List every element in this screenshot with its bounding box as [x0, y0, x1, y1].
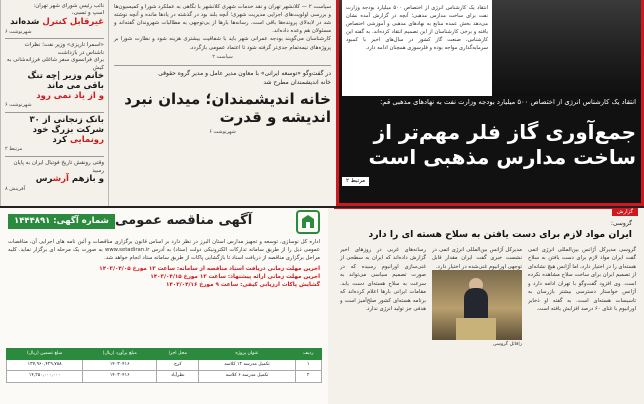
table-cell: ۱۴۰۳۰۴۱۶	[83, 360, 157, 371]
table-header-cell: ردیف	[295, 349, 321, 360]
interview-headline[interactable]: خانه اندیشمندان؛ میدان نبرد اندیشه و قدرت	[124, 89, 331, 127]
brief-1-headline-tail: شده‌اند	[10, 16, 40, 27]
table-row	[7, 360, 322, 371]
brief-2-page: شهرنوشت ۶	[5, 102, 32, 109]
brief-1-line: اسپ و تسبی،	[71, 10, 104, 17]
ad-deadline-2: اخرین مهلت زمانی ارائه پیشنهاد: ساعت ۱۳ مورخ ۱۴۰۳/۰۴/۱۵	[150, 274, 320, 280]
brief-2-headline: خانم وزیر |چه تنگ باقی می ماند	[27, 71, 104, 91]
news-kicker: گروسی:	[610, 220, 632, 227]
divider	[5, 38, 104, 39]
table-cell: تکمیل مدرسه ۶ کلاسه	[199, 371, 295, 382]
table-cell: ۱	[295, 360, 321, 371]
table-cell: ۱۴۰۳۰۴۱۶	[83, 371, 157, 382]
middle-body-text: سیاست ۲ — کلانشهر تهران و نقد خدمات شهری کلانشهر با نگاهی به عملکرد شورا و کمیسیون‌ها و بررسی اولویت‌های اجرایی مدیریت شهری؛ آنچه بلند بود در گذشته در یادها مانده و آنچه نوشته شد در لابه‌لای پرونده‌ها باقی است. رسانه‌ها بارها از بی‌توجهی به مطالبات شهروندان گفته‌اند و مسئولان هم وعده داده‌اند.	[114, 4, 332, 35]
table-cell: ۱۳۷,۹۶۰,۴۲۹,۷۸۸	[7, 360, 83, 371]
brief-4-headline-red: آرش	[52, 173, 69, 184]
briefs-column	[0, 0, 108, 206]
ad-body-text: اداره کل نوسازی، توسعه و تجهیز مدارس استان البرز در نظر دارد بر اساس قانون برگزاری مناقصات و آئین نامه های اجرایی آن، مناقصات عمومی ذیل را از طریق سامانه تدارکات الکترونیکی دولت (ستاد) به آدرس www.setadiran.ir به صورت یک مرحله ای برگزار نماید. کلیه مراحل برگزاری مناقصه از دریافت اسناد تا بازگشایی پاکات از طریق سامانه ستاد انجام خواهد شد.	[8, 239, 320, 262]
middle-page-ref: سیاست ۲	[212, 53, 233, 60]
brief-1-page: شهرنوشت ۶	[5, 28, 32, 35]
ad-deadline-1: اخرین مهلت زمانی دریافت اسناد مناقصه از سامانه: ساعت ۱۳ مورخ ۱۴۰۳/۰۴/۰۵	[99, 265, 320, 272]
brief-1-kicker: نائب رئیس شورای شهر تهران:	[33, 3, 104, 9]
tender-table	[6, 348, 322, 383]
brief-3[interactable]	[5, 116, 104, 153]
lead-story-page-ref: مرتبط ۲	[342, 177, 369, 186]
divider	[5, 112, 104, 113]
middle-column	[108, 0, 336, 206]
brief-3-headline: بانک زنجانی از ۳۰ شرکت بزرگ خود	[29, 115, 104, 135]
lead-story-headline[interactable]: جمع‌آوری گاز فلر مهم‌تر از ساخت مدارس مذهبی است	[368, 120, 636, 169]
brief-3-page: مرتبط ۲	[5, 146, 23, 153]
table-header-cell: محل اجرا	[157, 349, 199, 360]
table-cell: کرج	[157, 360, 199, 371]
brief-2[interactable]	[5, 42, 104, 109]
ad-number-badge: شماره آگهی: ۱۴۴۴۸۹۱	[8, 214, 115, 229]
brief-2-headline-red: و از یاد نمی رود	[36, 90, 104, 101]
table-header-row	[7, 349, 322, 360]
organization-logo-icon	[296, 210, 320, 234]
news-body-column-1: گروسی مدیرکل آژانس بین‌المللی انرژی اتمی گفت ایران مواد لازم برای دست یافتن به سلاح هسته‌ای را در اختیار دارد، اما آژانس هیچ نشانه‌ای از تصمیم ایران برای ساخت سلاح مشاهده نکرده است. وی افزود گفت‌وگو با تهران ادامه دارد و آژانس خواستار دسترسی بیشتر بازرسان به تاسیسات هسته‌ای است. به گفته او ذخایر اورانیوم با غنای ۶۰ درصد افزایش یافته است.	[528, 247, 636, 313]
photo-caption: رافائل گروسی	[492, 342, 522, 347]
lead-story-body: انتقاد یک کارشناس انرژی از اختصاص ۵۰۰ میلیارد بودجه وزارت نفت برای ساخت مدارس مذهبی؛ آنچه در گزارش آمده نشان می‌دهد بخش عمده منابع به نهادهای مذهبی و آموزشی اختصاص یافته و برخی کارشناسان از این تصمیم انتقاد کرده‌اند. به گفته این کارشناس، صنعت گاز کشور در سال‌های اخیر با کمبود سرمایه‌گذاری مواجه بوده و فلرسوزی همچنان ادامه دارد.	[346, 5, 489, 52]
section-tag: گزارش	[612, 209, 638, 216]
brief-3-headline-tail: کرد	[52, 134, 67, 145]
lead-story[interactable]	[336, 0, 644, 206]
brief-4-page: آفرینش ۸	[5, 185, 26, 192]
brief-1[interactable]	[5, 3, 104, 35]
table-cell: ۲	[295, 371, 321, 382]
divider	[114, 65, 331, 66]
brief-2-kicker: «اسمرا ناریزی» وزیر نفت؛ نظرات ناشناس در بازداشت	[24, 42, 104, 56]
table-cell: نظرآباد	[157, 371, 199, 382]
news-body-column-3: رسانه‌های غربی در روزهای اخیر گزارش داده‌اند که ایران به سطحی از غنی‌سازی اورانیوم رسیده که در صورت تصمیم سیاسی می‌تواند به سرعت به سلاح هسته‌ای دست یابد. مقامات ایرانی بارها اعلام کرده‌اند که برنامه هسته‌ای کشور صلح‌آمیز است و هدفی جز تولید انرژی ندارد.	[340, 247, 426, 313]
interview-kicker-2: خانه اندیشمندان مطرح شد	[263, 78, 331, 86]
table-row	[7, 371, 322, 382]
news-headline[interactable]: ایران مواد لازم برای دست یافتن به سلاح هسته ای را دارد	[368, 229, 632, 240]
brief-1-headline: غیرقابل کنترل	[42, 16, 104, 27]
lead-story-kicker: انتقاد یک کارشناس انرژی از اختصاص ۵۰۰ میلیارد بودجه وزارت نفت به نهادهای مذهبی قم:	[380, 98, 636, 106]
news-photo	[432, 270, 522, 340]
brief-4-kicker: وقتی رونقش تاریخ فوتبال ایران به پایان رسید	[13, 160, 104, 174]
news-body-column-2: مدیرکل آژانس بین‌المللی انرژی اتمی در نشست خبری گفت ایران مقدار قابل توجهی اورانیوم غنی‌شده در اختیار دارد.	[432, 247, 522, 270]
ad-header	[0, 208, 328, 236]
table-header-cell: مبلغ برآورد (ریال)	[83, 349, 157, 360]
section-tag-bar	[334, 208, 638, 216]
brief-3-headline-red: رونمایی	[69, 134, 104, 145]
divider	[5, 156, 104, 157]
report-section	[328, 206, 644, 404]
table-cell: تکمیل مدرسه ۱۲ کلاسه	[199, 360, 295, 371]
photo-podium	[456, 318, 496, 340]
brief-4[interactable]	[5, 160, 104, 192]
tender-advertisement	[0, 206, 328, 404]
brief-2-kicker-2: برای فرانسوی سفر شاغلی فرزانه‌شانی به کیش	[6, 57, 104, 71]
table-cell: ۱۴,۲۵۰,۰۰۰,۰۰۰	[7, 371, 83, 382]
middle-body-text-2: کارشناسان می‌گویند بودجه عمرانی شهر باید با شفافیت بیشتری هزینه شود و نظارت شورا بر پروژه‌های نیمه‌تمام جدی‌تر گرفته شود تا اعتماد عمومی بازگردد.	[114, 36, 331, 51]
brief-4-headline-tail: رس	[35, 173, 53, 184]
ad-deadline-3: گشایش پاکات ارزیابی کیفی: ساعت ۹ مورخ ۱۴۰۳/۰۴/۱۶	[165, 282, 320, 289]
ad-title: آگهی مناقصه عمومی	[115, 213, 253, 228]
brief-4-headline: و بازهم	[71, 173, 104, 184]
table-header-cell: عنوان پروژه	[199, 349, 295, 360]
interview-kicker: در گفت‌وگو «توسعه ایرانی» با معاون مدیر عامل و مدیر گروه حقوقی	[158, 70, 331, 78]
interview-page-ref: شهرنوشت ۶	[209, 129, 236, 136]
table-header-cell: مبلغ تضمین (ریال)	[7, 349, 83, 360]
